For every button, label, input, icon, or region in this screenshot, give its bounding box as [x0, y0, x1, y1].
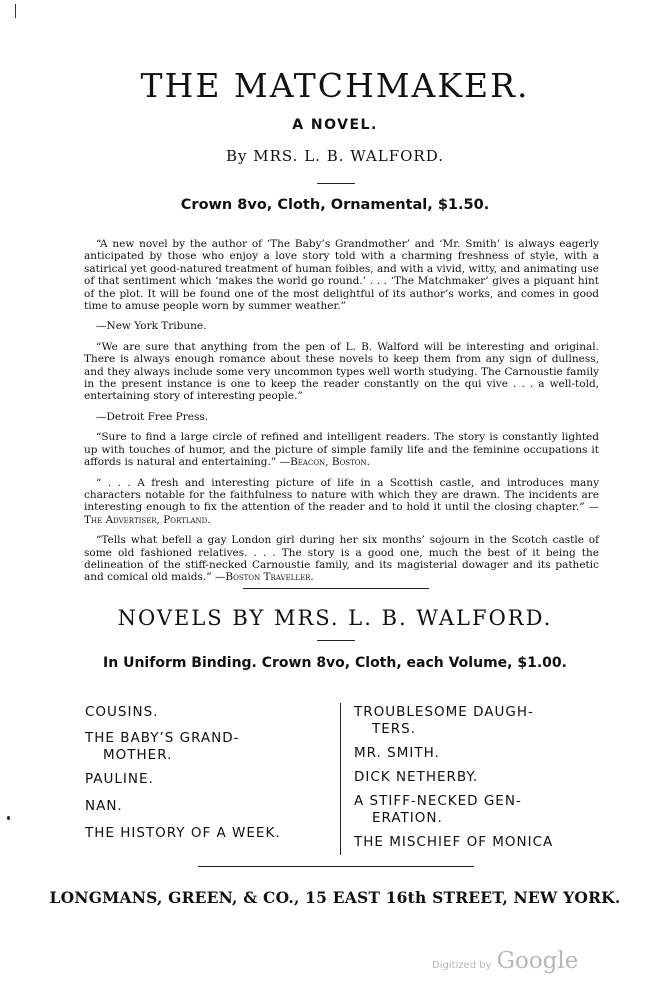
- novel-title: THE MISCHIEF OF MONICA: [354, 834, 554, 850]
- novel-title: NAN.: [85, 798, 123, 814]
- review-source: —Beacon, Boston.: [279, 456, 370, 469]
- review: [84, 341, 599, 403]
- review-text: “Sure to find a large circle of refined and intelligent readers. The story is constantly lighted up with touches of humor, and the picture of simple family life and the feminine occupations it affords is natural and entertaining.”: [84, 431, 599, 469]
- divider-rule: [317, 183, 355, 184]
- book-title: THE MATCHMAKER.: [140, 66, 530, 105]
- watermark-prefix: Digitized by: [432, 960, 492, 971]
- review-text: “We are sure that anything from the pen of L. B. Walford will be interesting and original. There is always enough romance about these novels to keep them from any sign of dullness, and they always include some very uncommon types well worth studying. The Carnoustie family in the present instance is one to keep the reader constantly on the qui vive . . . a well-told, entertaining story of interesting people.”: [84, 340, 599, 403]
- review-text: “ . . . A fresh and interesting picture of life in a Scottish castle, and introduces many characters notable for the faithfulness to nature with which they are drawn. The incidents are interesting enough to fix the attention of the reader and to hold it until the closing chapter.”: [84, 476, 599, 514]
- section-divider: [243, 588, 429, 589]
- book-price: Crown 8vo, Cloth, Ornamental, $1.50.: [180, 197, 490, 213]
- review-text: “Tells what befell a gay London girl during her six months’ sojourn in the Scotch castle of some old fashioned relatives. . . . The story is a good one, much the best of it being the delineation of the stiff-necked Carnoustie family, and its magisterial dowager and its pathetic and comical old maids.”: [84, 534, 599, 584]
- publisher-imprint: LONGMANS, GREEN, & CO., 15 EAST 16th STREET, NEW YORK.: [49, 888, 621, 907]
- review-source: —Boston Traveller.: [214, 571, 314, 584]
- divider-rule: [317, 640, 355, 641]
- novel-title: DICK NETHERBY.: [354, 769, 479, 785]
- page-edge-mark: [15, 4, 16, 18]
- binding-price: In Uniform Binding. Crown 8vo, Cloth, each Volume, $1.00.: [103, 655, 567, 671]
- novel-title: COUSINS.: [85, 704, 159, 720]
- book-author: By MRS. L. B. WALFORD.: [226, 147, 444, 165]
- page-speck: [7, 816, 10, 820]
- novel-title: PAULINE.: [85, 771, 154, 787]
- press-reviews: [84, 238, 599, 592]
- review: [84, 534, 599, 584]
- novel-title: THE HISTORY OF A WEEK.: [85, 825, 281, 841]
- review-text: “A new novel by the author of ‘The Baby’s Grandmother’ and ‘Mr. Smith’ is always eagerly anticipated by those who enjoy a love story told with a charming freshness of style, with a satirical yet good-natured treatment of human foibles, and with a vivid, witty, and animating use of that sentiment which ‘makes the world go round.’ . . . ‘The Matchmaker’ gives a piquant hint of the plot. It will be found one of the most delightful of its author’s works, and comes in good time to amuse people worn by summer weather.”: [84, 238, 599, 313]
- review-source: —New York Tribune.: [96, 320, 207, 333]
- novel-list-left: [85, 704, 335, 842]
- book-subtitle: A NOVEL.: [292, 117, 378, 133]
- novel-title: THE BABY’S GRAND- MOTHER.: [85, 730, 240, 763]
- google-logo: Google: [496, 948, 579, 974]
- review: [84, 238, 599, 312]
- novels-heading: NOVELS BY MRS. L. B. WALFORD.: [117, 606, 553, 630]
- novel-title: TROUBLESOME DAUGH- TERS.: [354, 704, 534, 737]
- review-source: —The Advertiser, Portland.: [84, 501, 599, 526]
- column-divider: [340, 703, 341, 855]
- novel-title: A STIFF-NECKED GEN- ERATION.: [354, 793, 522, 826]
- review: [84, 431, 599, 468]
- review-source: —Detroit Free Press.: [96, 410, 209, 423]
- footer-divider: [198, 866, 474, 867]
- novel-list-right: [354, 704, 602, 851]
- review: [84, 477, 599, 527]
- novel-title: MR. SMITH.: [354, 745, 440, 761]
- digitized-watermark: [432, 948, 578, 974]
